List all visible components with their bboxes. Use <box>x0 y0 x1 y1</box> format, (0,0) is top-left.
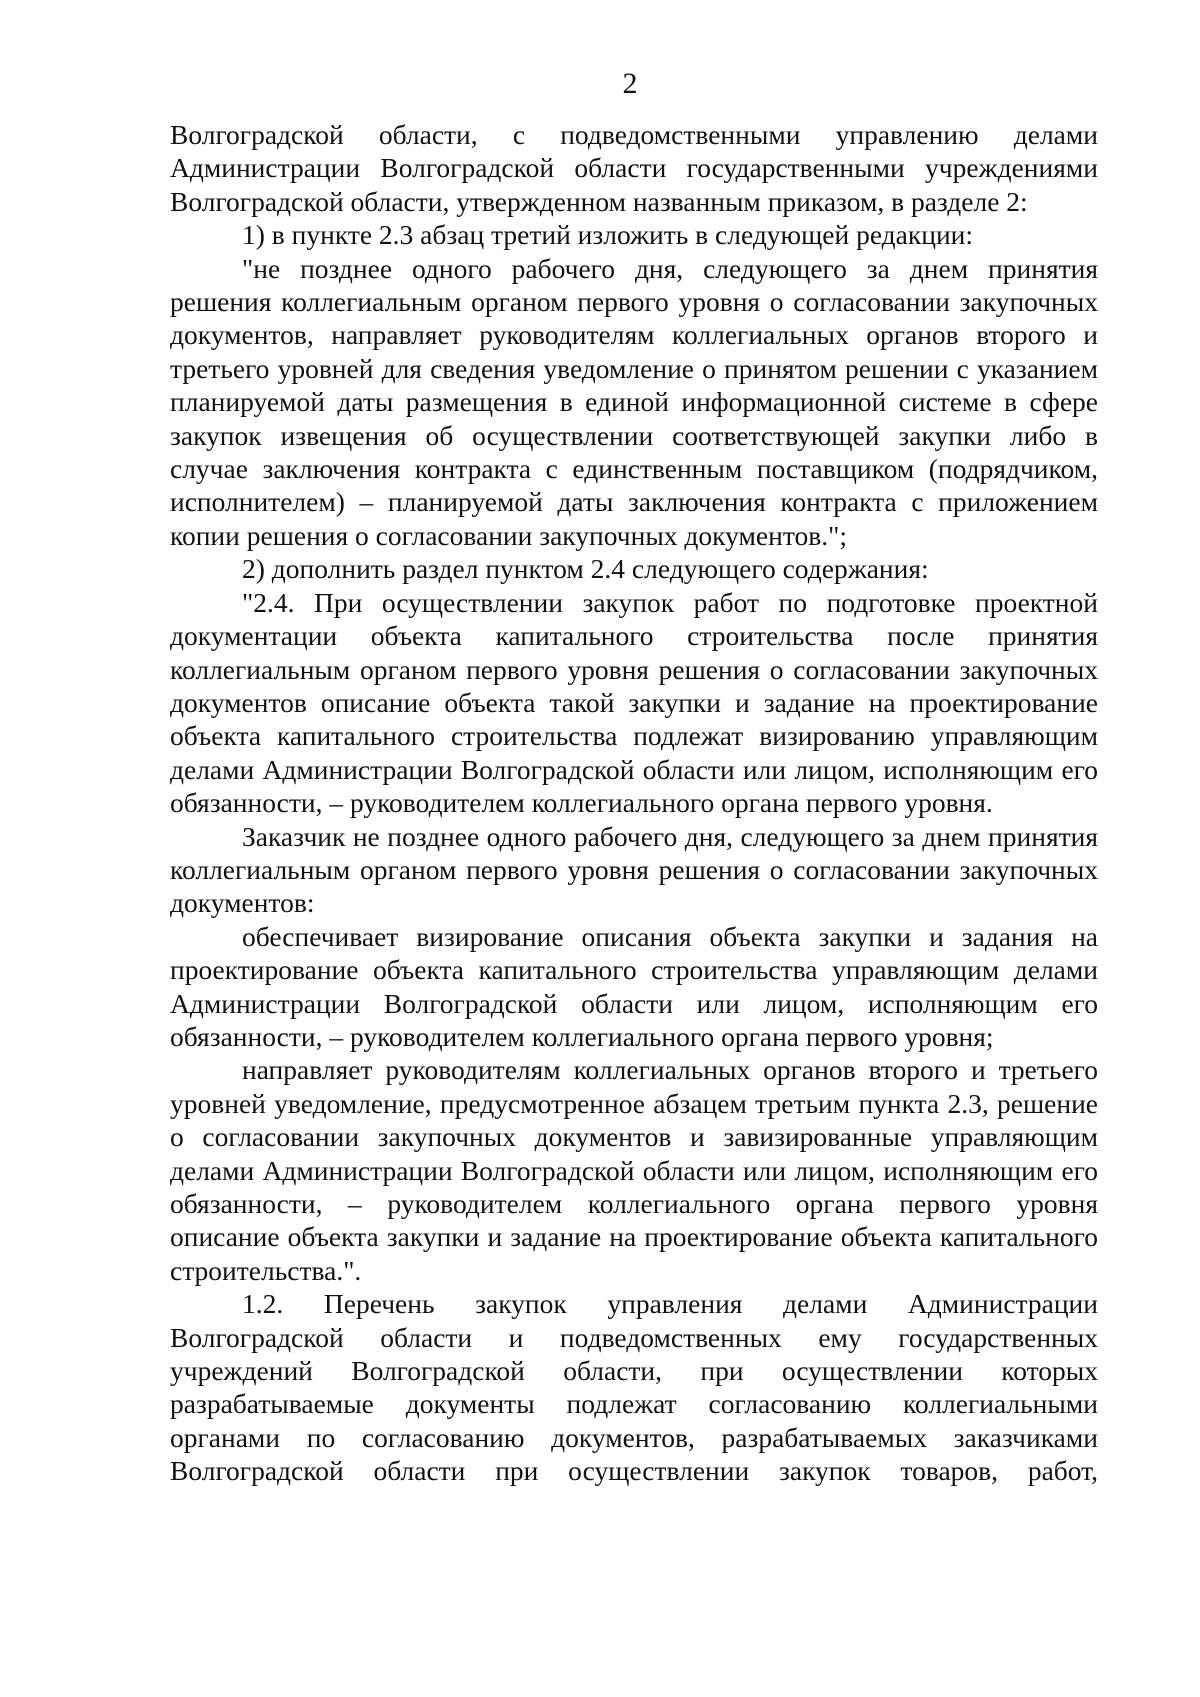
paragraph-quoted-2-4: "2.4. При осуществлении закупок работ по подготовке проектной документации объекта капитального строительства после принятия коллегиальным органом первого уровня решения о согласовании закупочных документов описание объекта такой закупки и задание на проектирование объекта капитального строительства подлежат визированию управляющим делами Администрации Волгоградской области или лицом, исполняющим его обязанности, – руководителем коллегиального органа первого уровня. <box>170 586 1098 819</box>
paragraph-sends: направляет руководителям коллегиальных органов второго и третьего уровней уведомление, предусмотренное абзацем третьим пункта 2.3, решение о согласовании закупочных документов и завизированные управляющим делами Администрации Волгоградской области или лицом, исполняющим его обязанности, – руководителем коллегиального органа первого уровня описание объекта закупки и задание на проектирование объекта капитального строительства.". <box>170 1054 1098 1286</box>
paragraph-quoted-1: "не позднее одного рабочего дня, следующего за днем принятия решения коллегиальным органом первого уровня о согласовании закупочных документов, направляет руководителям коллегиальных органов второго и третьего уровней для сведения уведомление о принятом решении с указанием планируемой даты размещения в единой информационной системе в сфере закупок извещения об осуществлении соответствующей закупки либо в случае заключения контракта с единственным поставщиком (подрядчиком, исполнителем) – планируемой даты заключения контракта с приложением копии решения о согласовании закупочных документов."; <box>170 252 1098 551</box>
paragraph-item-1: 1) в пункте 2.3 абзац третий изложить в следующей редакции: <box>242 219 974 251</box>
page-number: 2 <box>622 67 638 100</box>
paragraph-ensures: обеспечивает визирование описания объекта закупки и задания на проектирование объекта капитального строительства управляющим делами Администрации Волгоградской области или лицом, исполняющим его обязанности, – руководителем коллегиального органа первого уровня; <box>170 920 1098 1052</box>
paragraph-item-1-2: 1.2. Перечень закупок управления делами Администрации Волгоградской области и подведомственных ему государственных учреждений Волгоградской области, при осуществлении которых разрабатываемые документы подлежат согласованию коллегиальными органами по согласованию документов, разрабатываемых заказчиками Волгоградской области при осуществлении закупок товаров, работ, <box>170 1288 1098 1487</box>
paragraph-item-2: 2) дополнить раздел пунктом 2.4 следующего содержания: <box>242 553 929 585</box>
paragraph-customer: Заказчик не позднее одного рабочего дня, следующего за днем принятия коллегиальным органом первого уровня решения о согласовании закупочных документов: <box>170 820 1098 919</box>
paragraph-intro: Волгоградской области, с подведомственными управлению делами Администрации Волгоградской области государственными учреждениями Волгоградской области, утвержденном названным приказом, в разделе 2: <box>170 119 1098 217</box>
document-body <box>170 118 1098 1488</box>
